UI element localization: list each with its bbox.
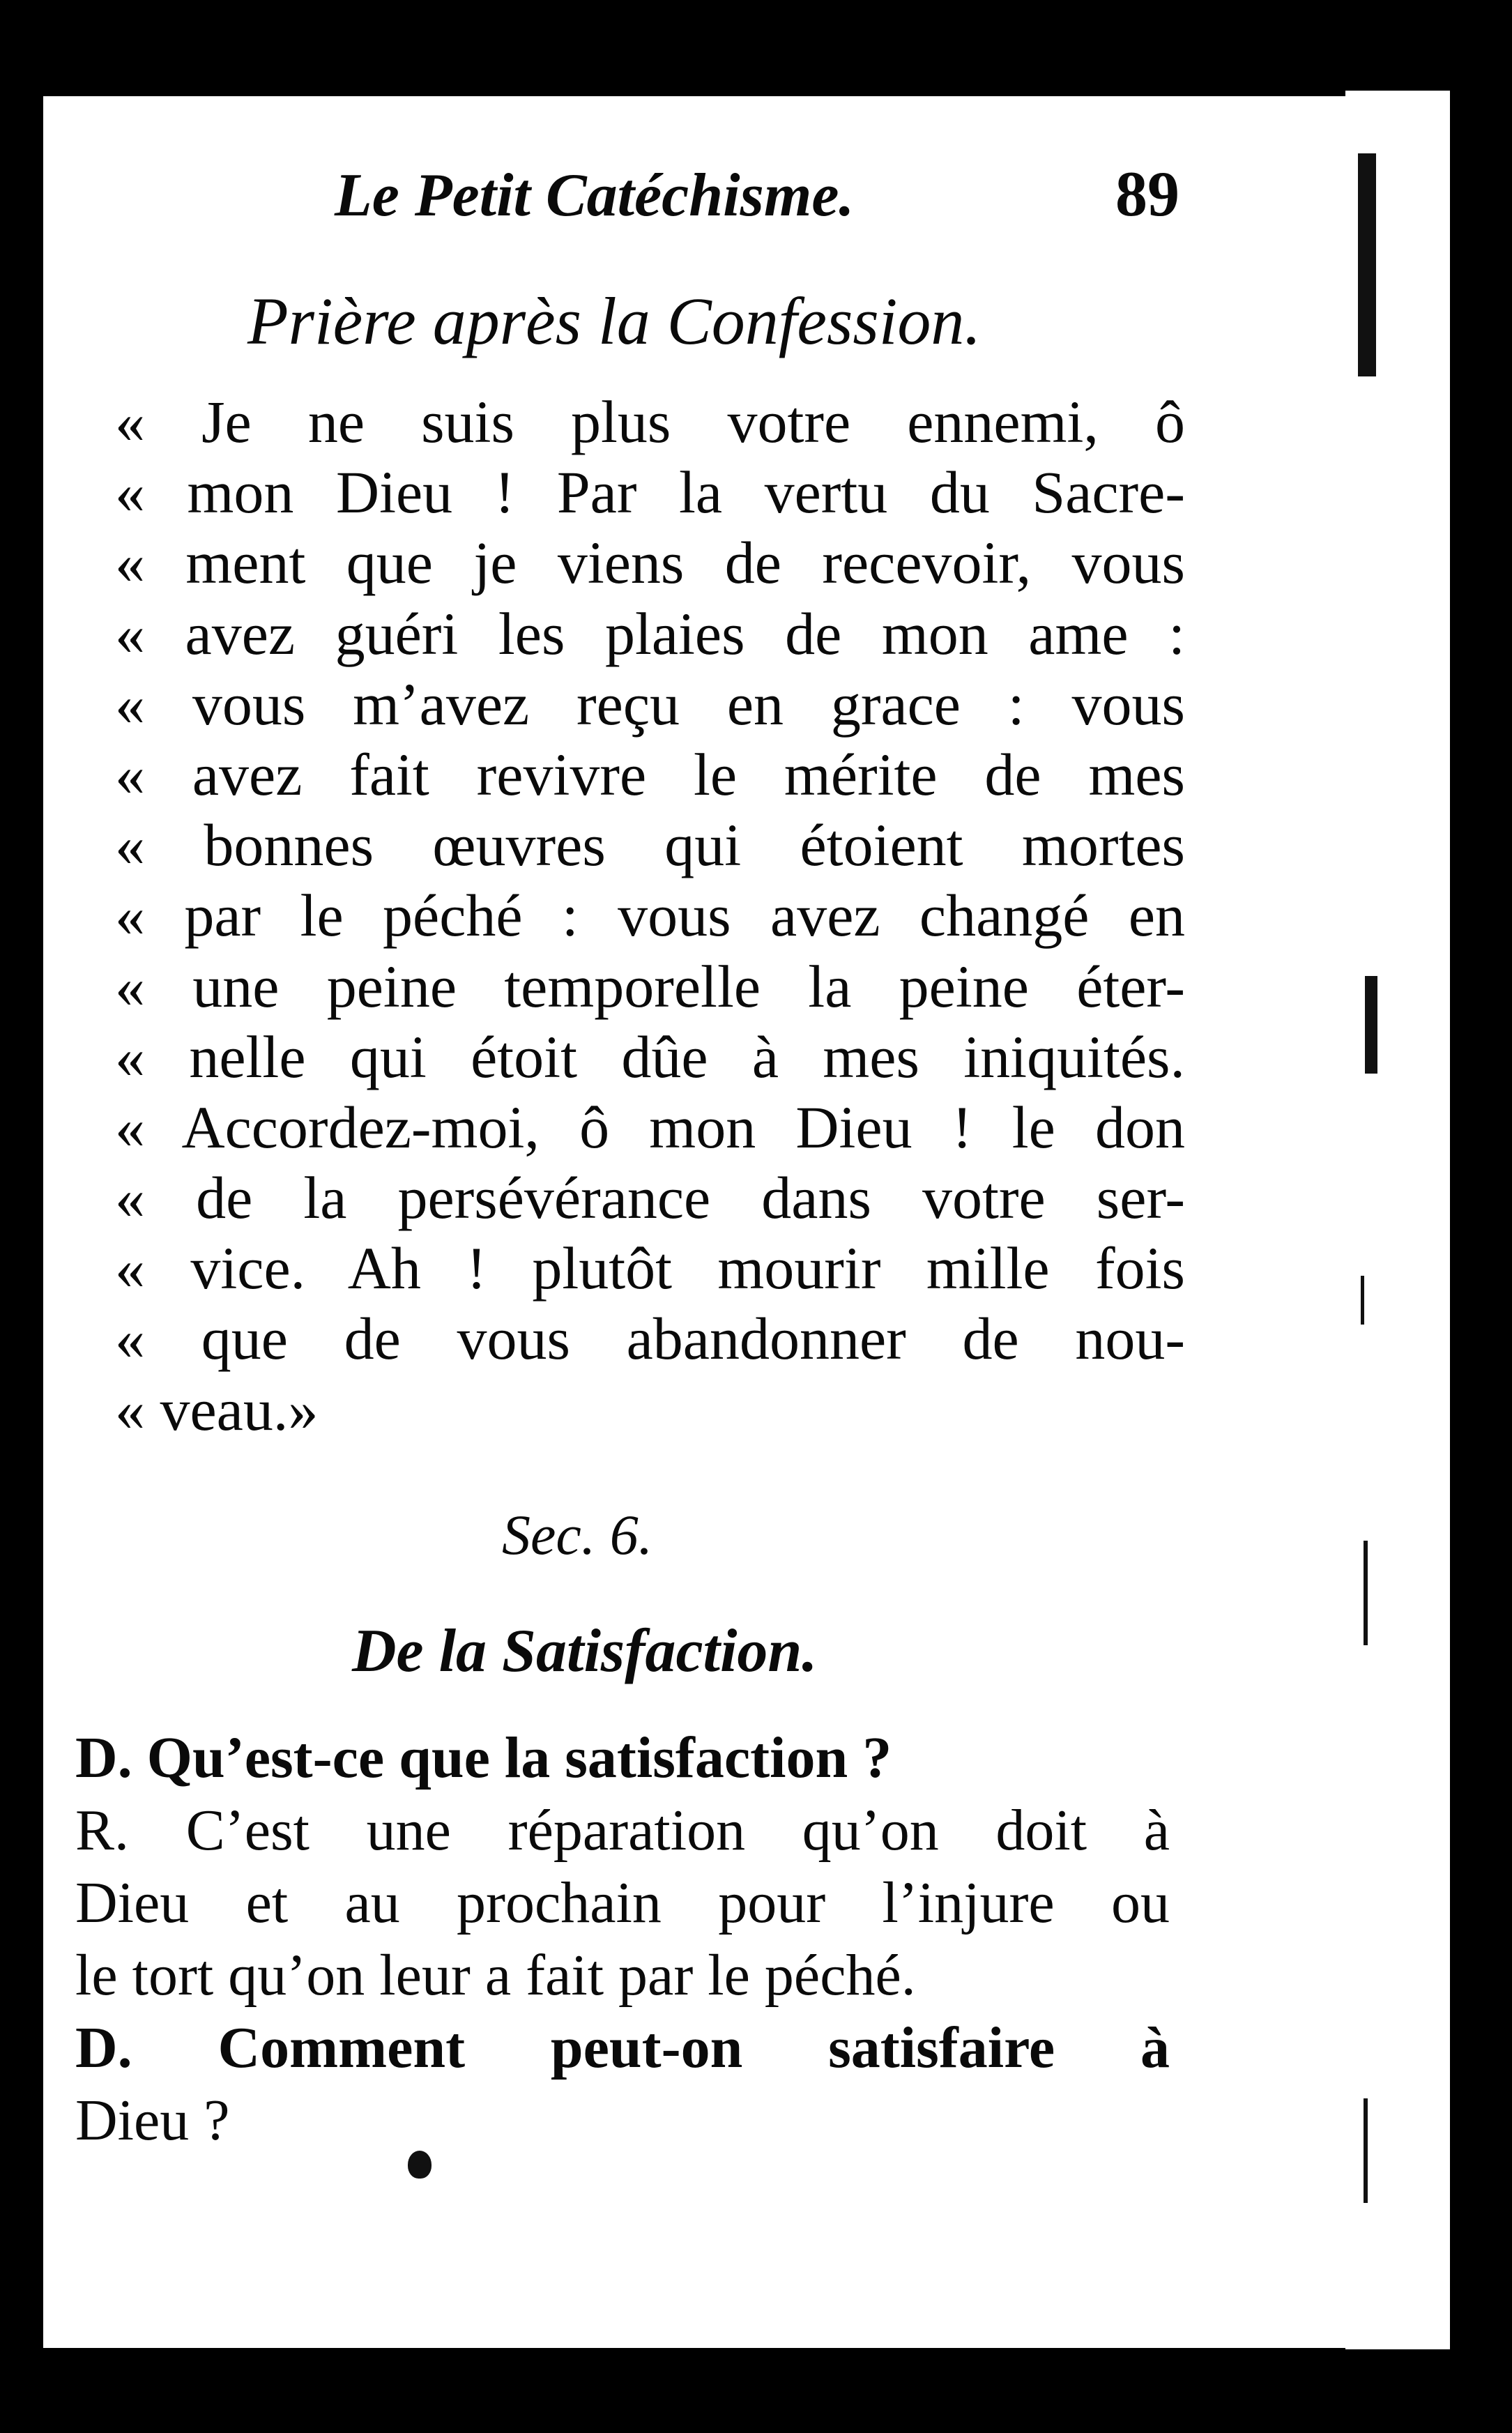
prayer-heading: Prière après la Confession.: [247, 284, 982, 358]
text-line: « Accordez-moi, ô mon Dieu ! le don: [115, 1093, 1185, 1161]
prayer-text: [115, 387, 1185, 1445]
running-title: Le Petit Catéchisme.: [335, 162, 855, 229]
text-line: « bonnes œuvres qui étoient mortes: [115, 811, 1185, 879]
text-line: « vice. Ah ! plutôt mourir mille fois: [115, 1235, 1185, 1302]
question-line: D. Comment peut-on satisfaire à: [75, 2015, 1170, 2080]
text-line: « nelle qui étoit dûe à mes iniquités.: [115, 1023, 1185, 1090]
text-line: « avez fait revivre le mérite de mes: [115, 740, 1185, 808]
satisfaction-heading: De la Satisfaction.: [352, 1617, 818, 1685]
catechism-qa: [75, 1722, 1170, 2157]
edge-mark: [1364, 1541, 1368, 1645]
section-label: Sec. 6.: [502, 1503, 653, 1566]
edge-mark: [1361, 1276, 1364, 1325]
question-line: D. Qu’est-ce que la satisfaction ?: [75, 1725, 892, 1790]
text-line: « vous m’avez reçu en grace : vous: [115, 670, 1185, 738]
edge-mark: [1364, 2098, 1368, 2203]
page-number: 89: [1115, 158, 1179, 229]
answer-line: R. C’est une réparation qu’on doit à: [75, 1798, 1170, 1863]
edge-mark: [1365, 976, 1377, 1074]
ornament-mark: [408, 2151, 432, 2179]
text-line: « mon Dieu ! Par la vertu du Sacre-: [115, 459, 1185, 526]
text-line: « ment que je viens de recevoir, vous: [115, 529, 1185, 597]
text-line: « Je ne suis plus votre ennemi, ô: [115, 388, 1185, 455]
text-line: « de la persévérance dans votre ser-: [115, 1164, 1185, 1232]
text-line: « avez guéri les plaies de mon ame :: [115, 600, 1185, 667]
answer-line: Dieu et au prochain pour l’injure ou: [75, 1870, 1170, 1935]
edge-mark: [1358, 153, 1376, 376]
text-line: « veau.»: [115, 1375, 319, 1443]
answer-line: le tort qu’on leur a fait par le péché.: [75, 1943, 916, 2008]
question-line: Dieu ?: [75, 2088, 230, 2153]
text-line: « par le péché : vous avez changé en: [115, 882, 1185, 949]
text-line: « une peine temporelle la peine éter-: [115, 952, 1185, 1020]
text-line: « que de vous abandonner de nou-: [115, 1305, 1185, 1373]
running-head: [293, 158, 1179, 237]
page-edge: [1345, 91, 1450, 2349]
